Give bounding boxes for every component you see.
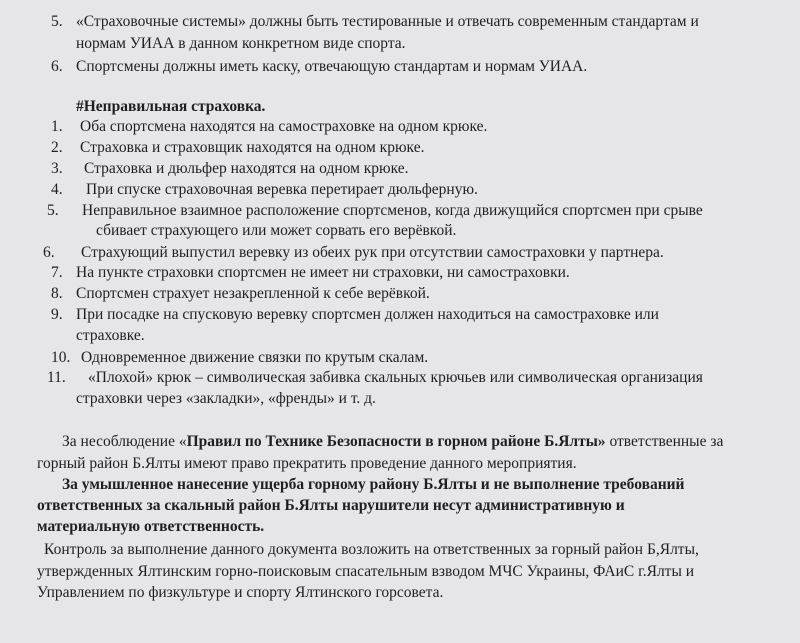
list-item-text: На пункте страховки спортсмен не имеет ни страховки, ни самостраховки.	[76, 264, 570, 281]
list-item-text: Одновременное движение связки по крутым скалам.	[81, 349, 429, 366]
list-number: 11.	[47, 369, 66, 386]
paragraph-line	[62, 432, 723, 452]
list-item-text: Оба спортсмена находятся на самостраховке на одном крюке.	[80, 118, 488, 135]
list-item-text: Страхующий выпустил веревку из обеих рук при отсутствии самостраховки у партнера.	[81, 244, 664, 261]
list-item-text: «Страховочные системы» должны быть тестированные и отвечать современным стандартам и	[76, 13, 699, 30]
paragraph-text: За несоблюдение «	[62, 433, 187, 450]
list-number: 3.	[51, 160, 63, 177]
paragraph-line: Контроль за выполнение данного документа возложить на ответственных за горный район Б,Ялты,	[44, 541, 699, 558]
list-item-text: сбивает страхующего или может сорвать его верёвкой.	[96, 222, 457, 239]
paragraph-bold-line: материальную ответственность.	[37, 518, 265, 535]
list-number: 7.	[51, 264, 63, 281]
list-item-text: Страховка и дюльфер находятся на одном крюке.	[84, 160, 409, 177]
list-number: 2.	[51, 139, 63, 156]
list-item-text: Спортсмены должны иметь каску, отвечающую стандартам и нормам УИАА.	[76, 58, 588, 75]
list-item-text: Спортсмен страхует незакрепленной к себе верёвкой.	[76, 285, 430, 302]
list-item-text: «Плохой» крюк – символическая забивка скальных крючьев или символическая организация	[88, 369, 703, 386]
list-number: 10.	[51, 349, 71, 366]
paragraph-line: горный район Б.Ялты имеют право прекратить проведение данного мероприятия.	[37, 455, 577, 472]
list-number: 8.	[51, 285, 63, 302]
list-item-text: Неправильное взаимное расположение спортсменов, когда движущийся спортсмен при срыве	[82, 202, 703, 219]
paragraph-line: утвержденных Ялтинским горно-поисковым спасательным взводом МЧС Украины, ФАиС г.Ялты и	[37, 563, 695, 580]
paragraph-text: ответственные за	[605, 433, 724, 450]
list-number: 6.	[43, 244, 55, 261]
paragraph-bold-line: ответственных за скальный район Б.Ялты нарушители несут административную и	[37, 497, 625, 514]
list-item-text: При спуске страховочная веревка перетирает дюльферную.	[86, 181, 478, 198]
list-item-text: страховки через «закладки», «френды» и т. д.	[76, 390, 376, 407]
list-number: 9.	[51, 306, 63, 323]
list-number: 1.	[51, 118, 63, 135]
list-item-text: нормам УИАА в данном конкретном виде спорта.	[76, 35, 406, 52]
section-heading: #Неправильная страховка.	[76, 98, 266, 115]
list-item-text: Страховка и страховщик находятся на одном крюке.	[80, 139, 425, 156]
list-item-text: страховке.	[76, 327, 145, 344]
paragraph-line: Управлением по физкультуре и спорту Ялтинского горсовета.	[37, 584, 444, 601]
paragraph-bold-line: За умышленное нанесение ущерба горному району Б.Ялты и не выполнение требований	[62, 476, 685, 493]
list-number: 4.	[51, 181, 63, 198]
list-number: 5.	[51, 13, 63, 30]
list-item-text: При посадке на спусковую веревку спортсмен должен находиться на самостраховке или	[76, 306, 659, 323]
rules-title: Правил по Технике Безопасности в горном районе Б.Ялты»	[186, 433, 606, 450]
list-number: 6.	[51, 58, 63, 75]
list-number: 5.	[47, 202, 59, 219]
